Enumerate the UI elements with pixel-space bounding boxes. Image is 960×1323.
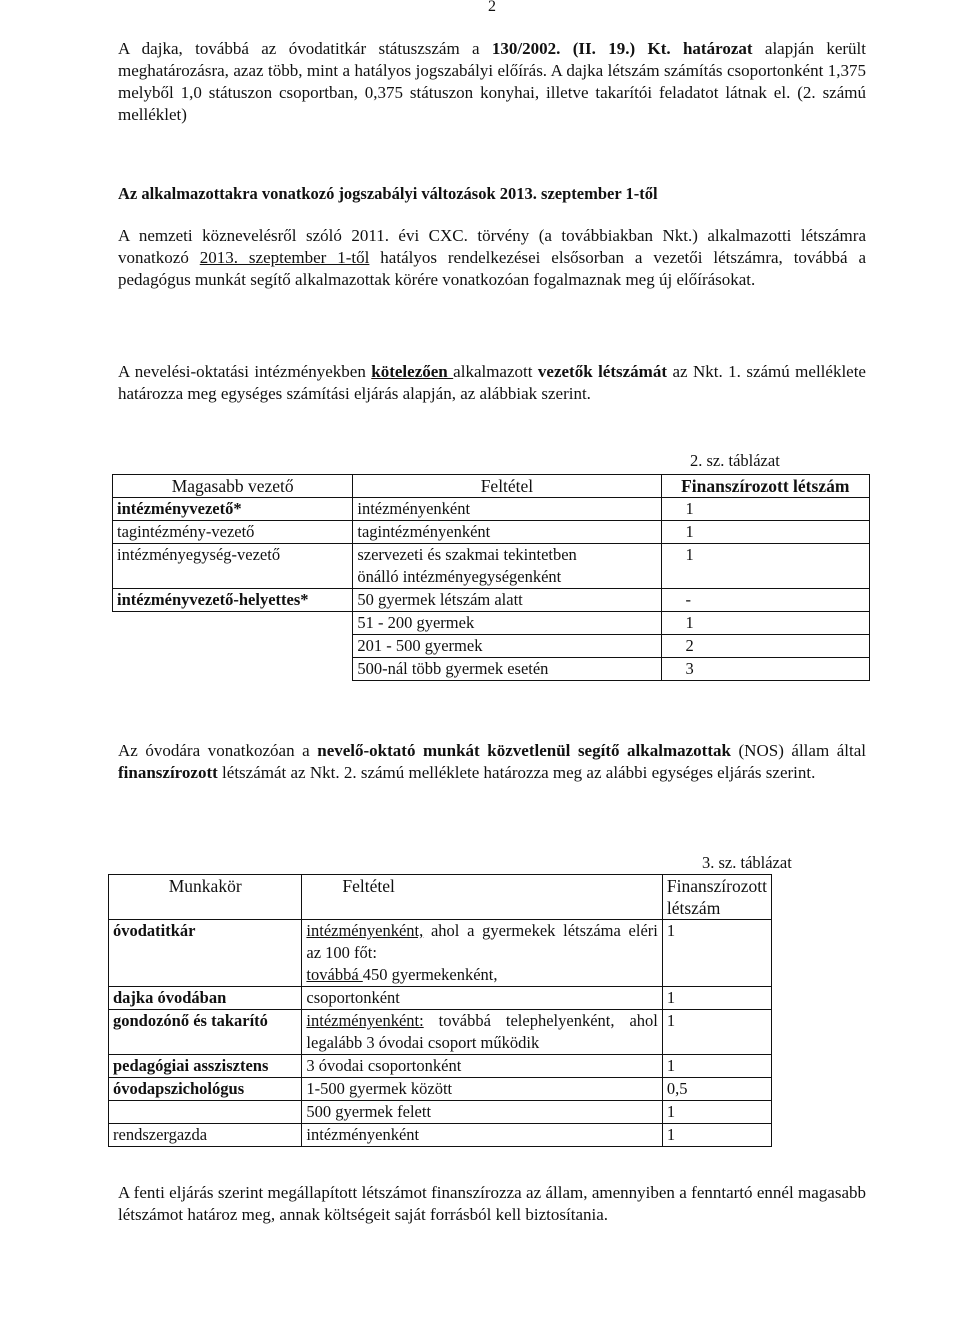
table-row (113, 612, 870, 635)
table-cell: 1 (661, 521, 869, 544)
table-cell-empty (113, 612, 353, 635)
table-row (109, 1101, 772, 1124)
table-cell: gondozónő és takarító (109, 1010, 302, 1055)
table-cell: csoportonként (302, 987, 662, 1010)
column-header: Munkakör (109, 875, 302, 920)
table-cell: - (661, 589, 869, 612)
table-row (113, 589, 870, 612)
column-header: Feltétel (302, 875, 662, 920)
table-cell: intézményvezető* (113, 498, 353, 521)
table-cell: intézményenként (353, 498, 661, 521)
table-cell (353, 544, 661, 589)
cell-line: szervezeti és szakmai tekintetben (357, 545, 577, 564)
table-row (109, 920, 772, 987)
table-cell: intézményvezető-helyettes* (113, 589, 353, 612)
table-row (109, 1010, 772, 1055)
table-cell: 3 óvodai csoportonként (302, 1055, 662, 1078)
nkt-paragraph: A nemzeti köznevelésről szóló 2011. évi CXC. törvény (a továbbiakban Nkt.) alkalmazotti létszámra vonatkozó 2013. szeptember 1-től hatályos rendelkezései elsősorban a vezetői létszámra, továbbá a pedagógus munkát segítő alkalmazottak körére vonatkozóan fogalmaznak meg új előírásokat. (118, 226, 866, 289)
column-header: Magasabb vezető (113, 475, 353, 498)
table-row (113, 544, 870, 589)
table-cell: dajka óvodában (109, 987, 302, 1010)
table-cell-empty (113, 658, 353, 681)
column-header: Feltétel (353, 475, 661, 498)
table-row (109, 1124, 772, 1147)
staff-table (108, 874, 772, 1147)
table-cell: óvodapszichológus (109, 1078, 302, 1101)
table-cell: 2 (661, 635, 869, 658)
leaders-table (112, 474, 870, 681)
table-cell-empty (109, 1101, 302, 1124)
nos-paragraph: Az óvodára vonatkozóan a nevelő-oktató munkát közvetlenül segítő alkalmazottak (NOS) állam által finanszírozott létszámát az Nkt. 2. számú melléklete határozza meg az alábbi egységes eljárás szerint. (118, 741, 867, 782)
table-header-row (109, 875, 772, 920)
table-cell: 1 (661, 498, 869, 521)
table-cell: 3 (661, 658, 869, 681)
table-cell: 0,5 (662, 1078, 771, 1101)
table-row (113, 635, 870, 658)
table-cell: 1 (662, 920, 771, 987)
table-cell: intézményenként, ahol a gyermekek létszáma eléri az 100 főt: továbbá 450 gyermekenként, (302, 920, 662, 987)
table2-caption: 2. sz. táblázat (690, 451, 780, 470)
table-cell: 1 (661, 612, 869, 635)
table-cell-empty (113, 635, 353, 658)
table-row (109, 1078, 772, 1101)
table-cell: 1 (661, 544, 869, 589)
table-cell: 1 (662, 987, 771, 1010)
table-row (109, 987, 772, 1010)
leaders-paragraph: A nevelési-oktatási intézményekben kötelezően alkalmazott vezetők létszámát az Nkt. 1. számú melléklete határozza meg egységes számítási eljárás alapján, az alábbiak szerint. (118, 362, 866, 403)
table-cell: rendszergazda (109, 1124, 302, 1147)
table-cell: 1 (662, 1055, 771, 1078)
table-cell: 500-nál több gyermek esetén (353, 658, 661, 681)
intro-paragraph: A dajka, továbbá az óvodatitkár státuszszám a 130/2002. (II. 19.) Kt. határozat alapján került meghatározásra, azaz több, mint a hatályos jogszabályi előírás. A dajka létszám számítás csoportonként 1,375 melyből 1,0 státuszon csoportban, 0,375 státuszon konyhai, illetve takarítói feladatot látnak el. (2. számú melléklet) (118, 39, 866, 124)
table-cell: 1 (662, 1124, 771, 1147)
table-cell: 201 - 500 gyermek (353, 635, 661, 658)
table-header-row (113, 475, 870, 498)
table-cell: 50 gyermek létszám alatt (353, 589, 661, 612)
table-cell: óvodatitkár (109, 920, 302, 987)
table-cell: 1 (662, 1101, 771, 1124)
table-cell: intézményenként: továbbá telephelyenként, ahol legalább 3 óvodai csoport működik (302, 1010, 662, 1055)
table-cell: intézményegység-vezető (113, 544, 353, 589)
table3-caption: 3. sz. táblázat (702, 853, 792, 872)
table-cell: 1-500 gyermek között (302, 1078, 662, 1101)
table-cell: tagintézmény-vezető (113, 521, 353, 544)
table-row (113, 658, 870, 681)
table-cell: 51 - 200 gyermek (353, 612, 661, 635)
table-cell: tagintézményenként (353, 521, 661, 544)
column-header: Finanszírozott létszám (661, 475, 869, 498)
table-cell: 1 (662, 1010, 771, 1055)
table-row (113, 521, 870, 544)
table-row (109, 1055, 772, 1078)
table-row (113, 498, 870, 521)
closing-paragraph: A fenti eljárás szerint megállapított létszámot finanszírozza az állam, amennyiben a fenntartó ennél magasabb létszámot határoz meg, annak költségeit saját forrásból kell biztosítania. (118, 1183, 866, 1224)
table-cell: 500 gyermek felett (302, 1101, 662, 1124)
table-cell: pedagógiai asszisztens (109, 1055, 302, 1078)
table-cell: intézményenként (302, 1124, 662, 1147)
column-header: Finanszírozott létszám (662, 875, 771, 920)
cell-line: önálló intézményegységenként (357, 567, 562, 586)
page-number: 2 (488, 0, 496, 15)
section-heading: Az alkalmazottakra vonatkozó jogszabályi változások 2013. szeptember 1-től (118, 184, 658, 203)
